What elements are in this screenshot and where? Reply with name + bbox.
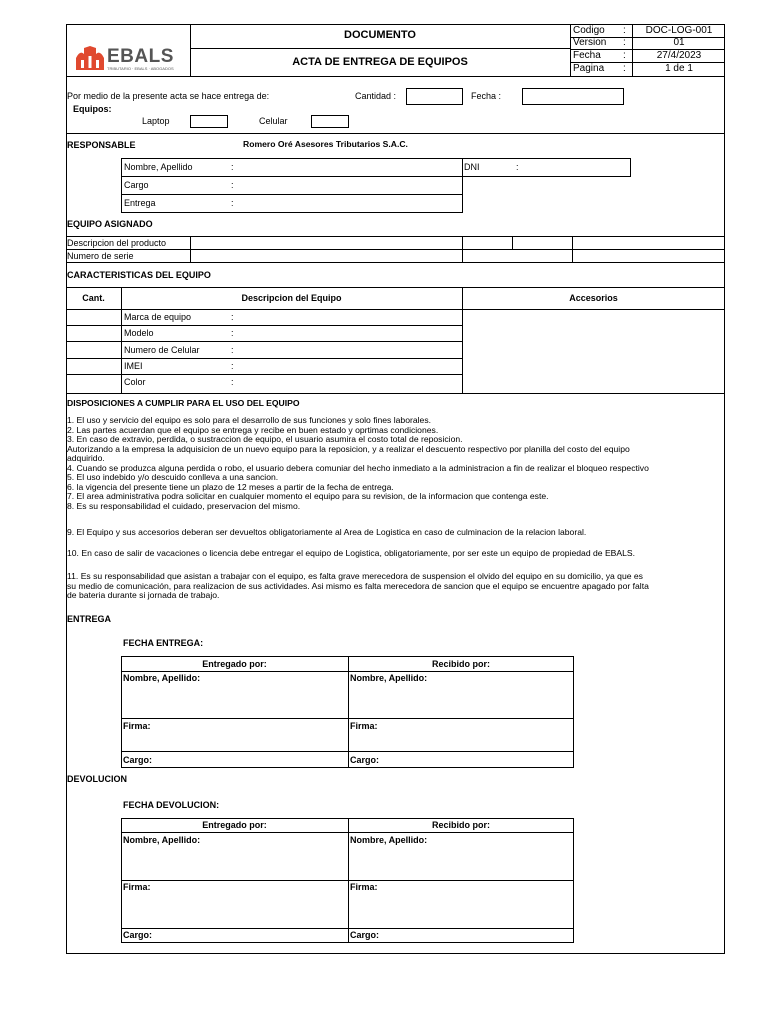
- caracteristicas-heading: CARACTERISTICAS DEL EQUIPO: [67, 270, 211, 280]
- doc-label: DOCUMENTO: [344, 29, 416, 41]
- devolucion-nombre-left[interactable]: Nombre, Apellido:: [123, 835, 201, 845]
- equipo-asignado-heading: EQUIPO ASIGNADO: [67, 219, 153, 229]
- doc-date: 27/4/2023: [656, 50, 702, 61]
- section-divider: [66, 133, 725, 134]
- devolucion-cargo-left[interactable]: Cargo:: [123, 930, 152, 940]
- col-accesorios: Accesorios: [569, 293, 618, 303]
- fecha-input[interactable]: [522, 88, 624, 105]
- disposicion-9: 9. El Equipo y sus accesorios deberan ser devueltos obligatoriamente al Area de Logistica en caso de culminacion de la relacion laboral.: [67, 527, 587, 537]
- numero-serie-label: Numero de serie: [67, 251, 134, 261]
- list-item: 4. Cuando se produzca alguna perdida o robo, el usuario debera comuniar del hecho inmediato a la administracion a fin de realizar el bloqueo respectivo: [67, 462, 649, 473]
- cantidad-label: Cantidad :: [355, 91, 397, 101]
- disposiciones-list: [67, 416, 725, 511]
- entrega-nombre-right[interactable]: Nombre, Apellido:: [350, 673, 428, 683]
- devolucion-heading: DEVOLUCION: [67, 774, 128, 784]
- doc-version: 01: [673, 37, 685, 48]
- col-descripcion: Descripcion del Equipo: [241, 293, 342, 303]
- fecha-entrega-label: FECHA ENTREGA:: [123, 638, 204, 648]
- equipos-label: Equipos:: [73, 104, 112, 114]
- col-cant: Cant.: [82, 293, 105, 303]
- devolucion-col-right: Recibido por:: [432, 820, 490, 830]
- list-item: adquirido.: [67, 453, 105, 463]
- intro-text: Por medio de la presente acta se hace entrega de:: [67, 91, 270, 101]
- dni-sep: :: [516, 162, 519, 172]
- dni-label: DNI: [464, 162, 480, 172]
- logo-text: EBALS: [107, 46, 174, 67]
- entrega-cargo-left[interactable]: Cargo:: [123, 755, 152, 765]
- devolucion-firma-right[interactable]: Firma:: [350, 882, 378, 892]
- devolucion-nombre-right[interactable]: Nombre, Apellido:: [350, 835, 428, 845]
- devolucion-firma-left[interactable]: Firma:: [123, 882, 151, 892]
- list-item: 5. El uso indebido y/o descuido conlleva a una sancion.: [67, 472, 279, 482]
- doc-page: 1 de 1: [665, 63, 693, 74]
- entrega-col-left: Entregado por:: [202, 659, 267, 669]
- cantidad-input[interactable]: [406, 88, 463, 105]
- descripcion-producto-label: Descripcion del producto: [67, 238, 167, 248]
- header-divider-right: [570, 24, 571, 76]
- company-logo: [74, 44, 186, 72]
- celular-checkbox[interactable]: [311, 115, 349, 128]
- company-name: Romero Oré Asesores Tributarios S.A.C.: [243, 139, 408, 149]
- doc-title: ACTA DE ENTREGA DE EQUIPOS: [292, 56, 468, 68]
- list-item: 1. El uso y servicio del equipo es solo para el desarrollo de sus funciones y solo fines laborales.: [67, 415, 432, 425]
- disposicion-11: 11. Es su responsabilidad que asistan a trabajar con el equipo, es falta grave merecedora de suspension el olvido del equipo en su domicilio, ya que es su medio de comunicación, para realizacion de sus actividades. Asi mismo es falta merecedora de sancion que el equipo se encuentre apagado por falta de bateria durante si jornada de trabajo.: [67, 571, 649, 600]
- logo-building-icon: [74, 44, 106, 72]
- logo-tagline: TRIBUTARIO · EBALS · ABOGADOS: [107, 66, 174, 71]
- entrega-col-right: Recibido por:: [432, 659, 490, 669]
- fecha-label: Fecha :: [471, 91, 502, 101]
- list-item: 7. El area administrativa podra solicitar en cualquier momento el equipo para su revision, de la informacion que contenga este.: [67, 491, 549, 501]
- entrega-cargo-right[interactable]: Cargo:: [350, 755, 379, 765]
- fecha-devolucion-label: FECHA DEVOLUCION:: [123, 800, 220, 810]
- header-title-divider: [190, 48, 570, 49]
- entrega-firma-left[interactable]: Firma:: [123, 721, 151, 731]
- list-item: 2. Las partes acuerdan que el equipo se entrega y recibe en buen estado y oprtimas condiciones.: [67, 424, 439, 435]
- responsable-heading: RESPONSABLE: [67, 140, 136, 150]
- disposiciones-heading: DISPOSICIONES A CUMPLIR PARA EL USO DEL EQUIPO: [67, 398, 300, 408]
- list-item: 8. Es su responsabilidad el cuidado, preservacion del mismo.: [67, 500, 301, 511]
- devolucion-col-left: Entregado por:: [202, 820, 267, 830]
- entrega-heading: ENTREGA: [67, 614, 112, 624]
- list-item: Autorizando a la empresa la adquisicion de un nuevo equipo para la reposicion, y a realizar el descuento respectivo por planilla del costo del equipo: [67, 443, 630, 454]
- doc-code: DOC-LOG-001: [645, 25, 713, 36]
- list-item: 3. En caso de extravio, perdida, o sustraccion de equipo, el usuario asumira el costo total de reposicion.: [67, 434, 463, 444]
- celular-label: Celular: [259, 116, 288, 126]
- disposicion-10: 10. En caso de salir de vacaciones o licencia debe entregar el equipo de Logistica, obligatoriamente, por ser este un equipo de propiedad de EBALS.: [67, 548, 636, 558]
- header-bottom-line: [66, 76, 725, 77]
- laptop-checkbox[interactable]: [190, 115, 228, 128]
- entrega-nombre-left[interactable]: Nombre, Apellido:: [123, 673, 201, 683]
- devolucion-cargo-right[interactable]: Cargo:: [350, 930, 379, 940]
- list-item: 6. la vigencia del presente tiene un plazo de 12 meses a partir de la fecha de entrega.: [67, 481, 394, 492]
- entrega-firma-right[interactable]: Firma:: [350, 721, 378, 731]
- laptop-label: Laptop: [142, 116, 170, 126]
- dni-field[interactable]: [462, 158, 631, 177]
